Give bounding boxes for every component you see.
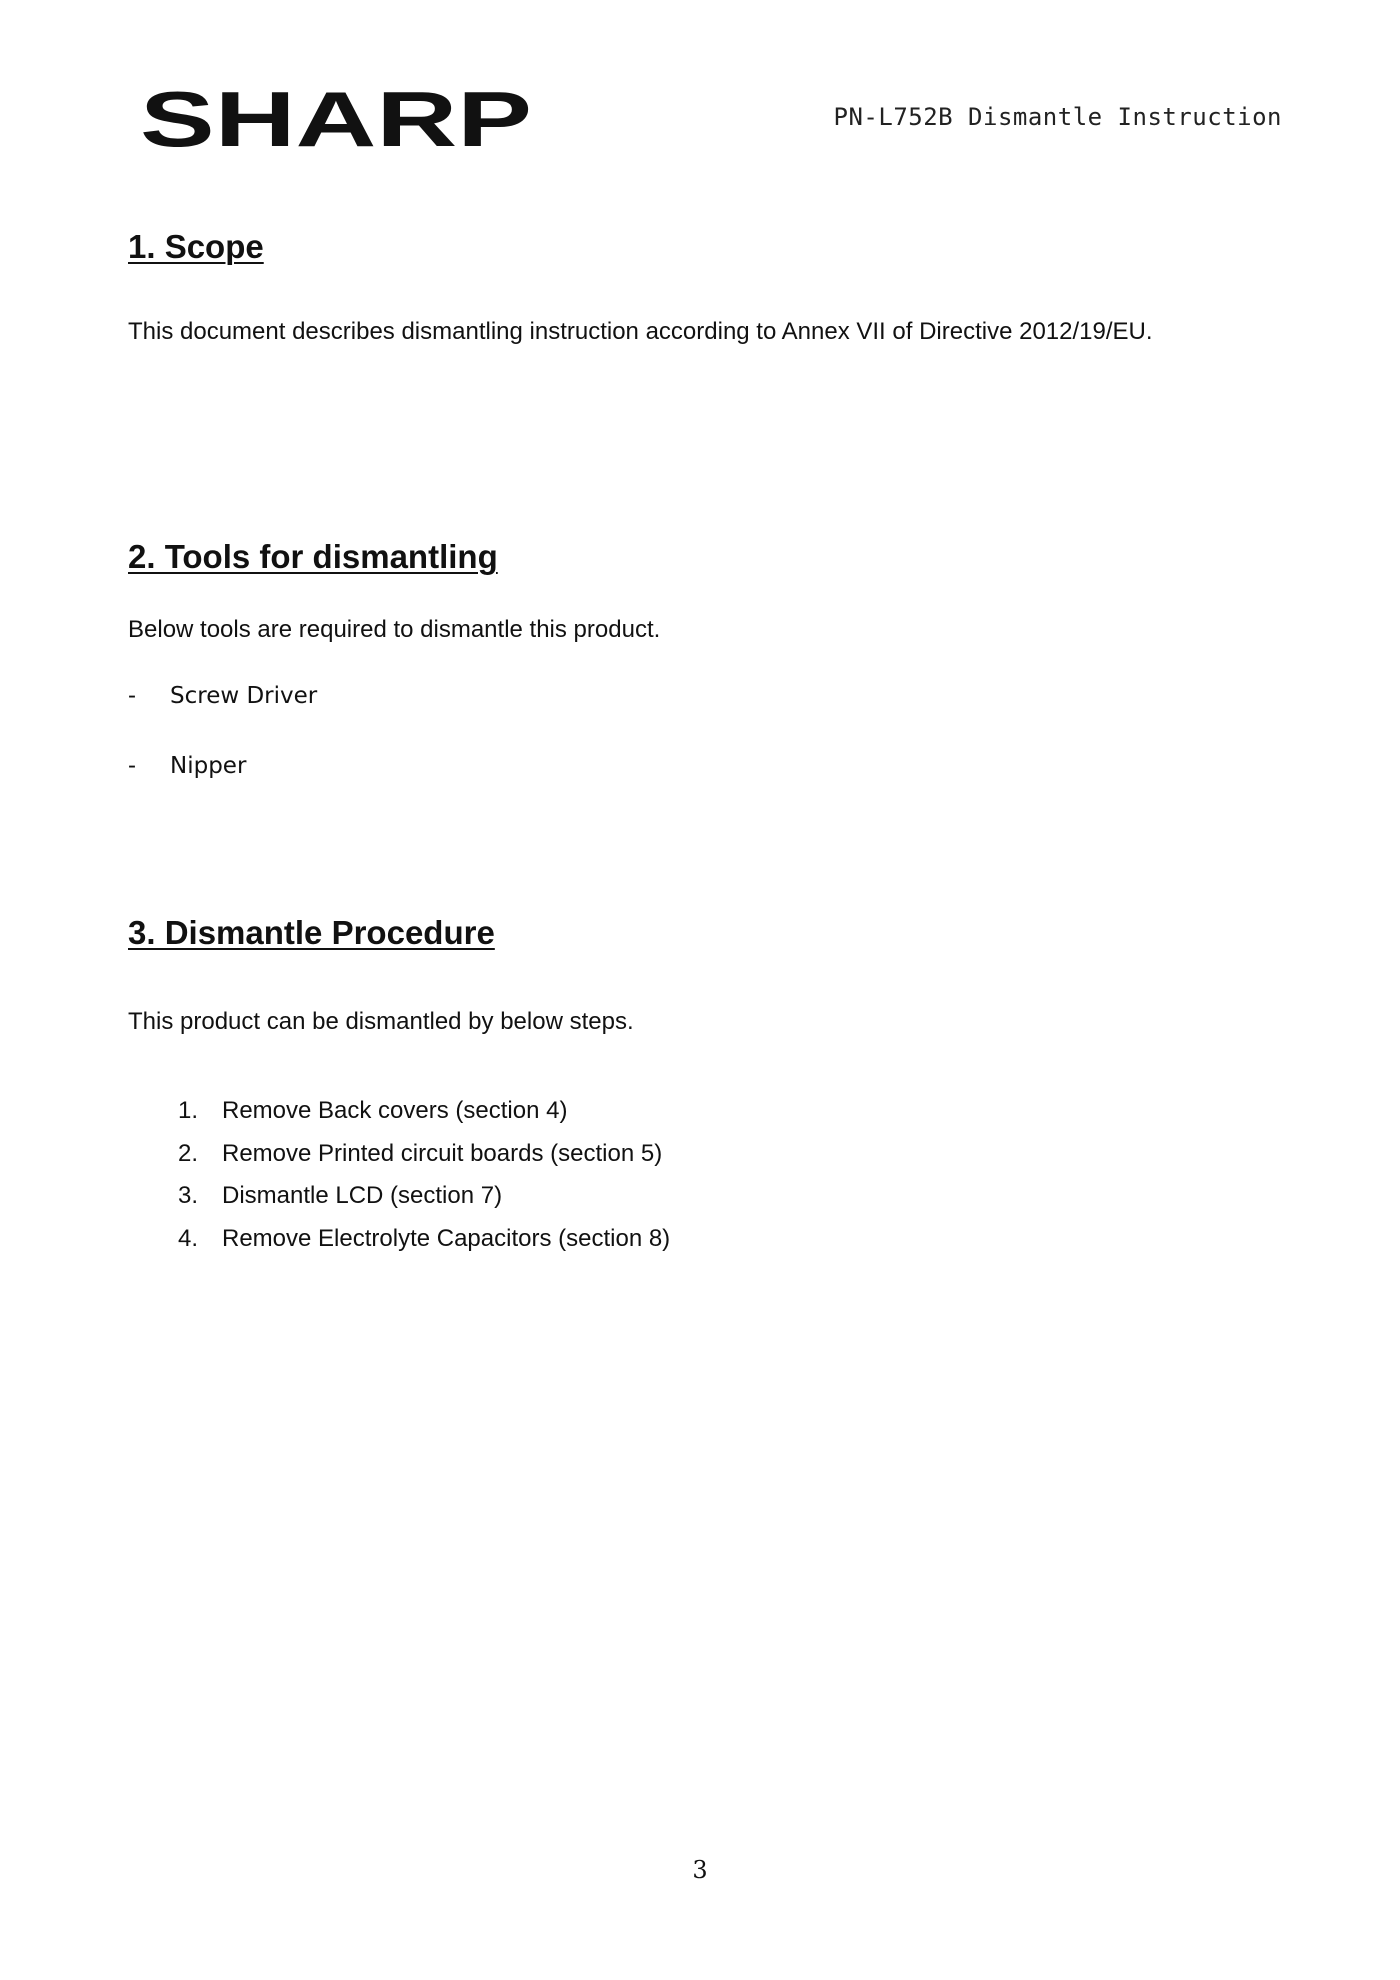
procedure-step	[178, 1133, 670, 1176]
procedure-step	[178, 1218, 670, 1261]
list-dash: -	[128, 682, 136, 709]
procedure-step	[178, 1175, 670, 1218]
tools-intro-text: Below tools are required to dismantle this product.	[128, 616, 661, 643]
step-label: Remove Back covers (section 4)	[222, 1097, 568, 1124]
step-number: 2.	[178, 1139, 199, 1167]
procedure-intro-text: This product can be dismantled by below steps.	[128, 1008, 634, 1035]
sharp-logo-text: SHARP	[140, 80, 532, 160]
page-number: 3	[692, 1856, 708, 1884]
section-heading-scope: 1. Scope	[128, 228, 264, 265]
tool-name: Nipper	[170, 753, 247, 779]
step-number: 3.	[178, 1182, 199, 1209]
step-label: Dismantle LCD (section 7)	[222, 1182, 503, 1209]
section-heading-procedure: 3. Dismantle Procedure	[128, 914, 495, 951]
step-number: 1.	[178, 1097, 199, 1124]
sharp-logo	[140, 80, 540, 160]
step-number: 4.	[178, 1224, 199, 1252]
procedure-step	[178, 1090, 670, 1133]
scope-text: This document describes dismantling instruction according to Annex VII of Directive 2012/19/EU.	[128, 318, 1153, 345]
document-title: PN-L752B Dismantle Instruction	[833, 103, 1282, 131]
step-label: Remove Electrolyte Capacitors (section 8)	[222, 1224, 671, 1252]
tool-item	[128, 682, 317, 710]
list-dash: -	[128, 752, 136, 779]
tool-name: Screw Driver	[170, 683, 318, 709]
procedure-steps-list	[178, 1090, 670, 1260]
step-label: Remove Printed circuit boards (section 5)	[222, 1139, 663, 1167]
section-heading-tools: 2. Tools for dismantling	[128, 538, 498, 575]
tool-item	[128, 752, 246, 780]
